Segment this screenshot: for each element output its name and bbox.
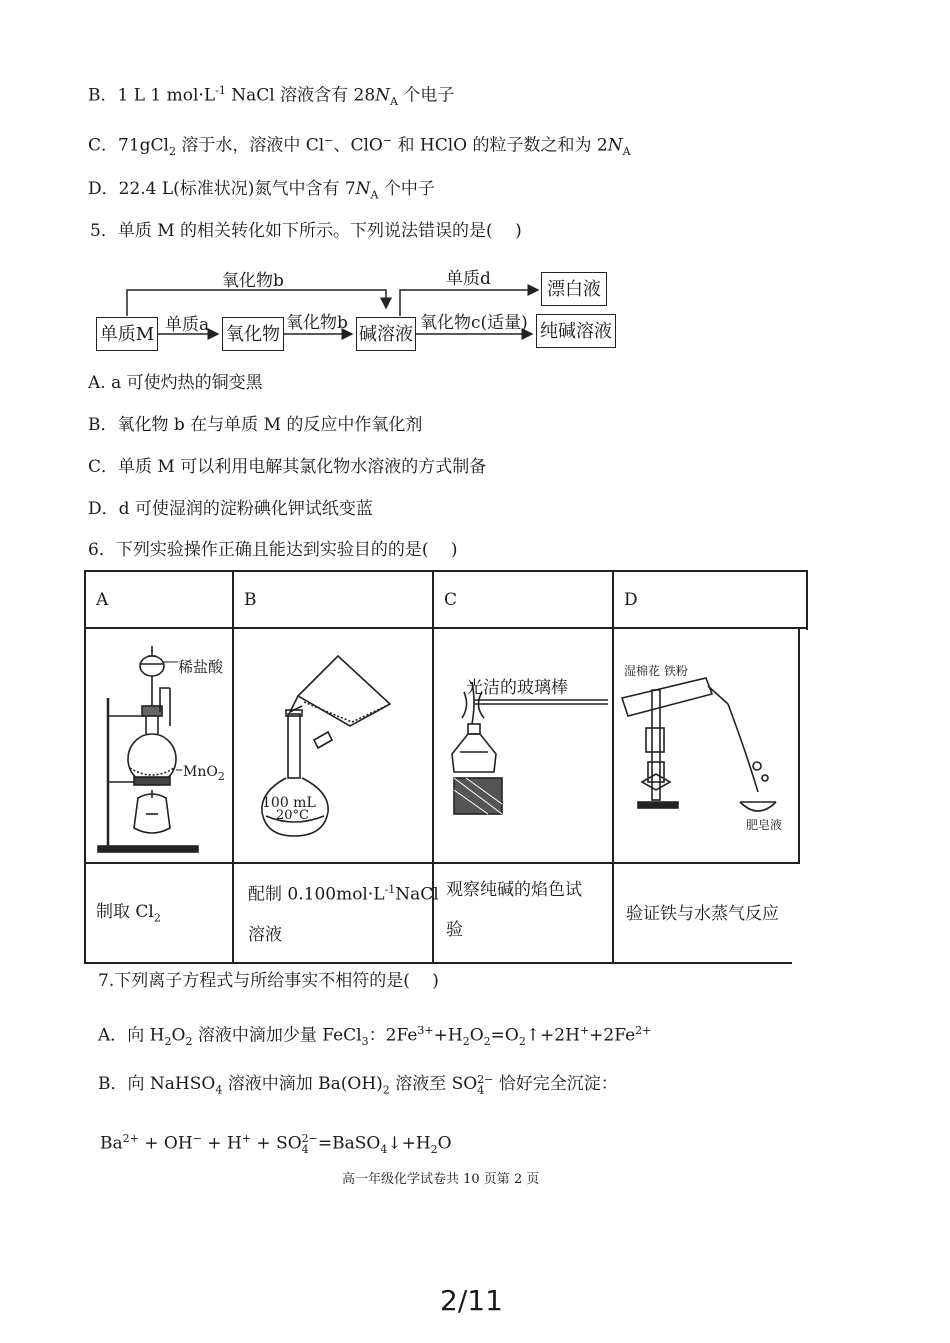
label-glass-rod: 光洁的玻璃棒	[466, 678, 568, 698]
q6-stem: 6．下列实验操作正确且能达到实验目的的是( )	[88, 540, 458, 560]
caption-d: 验证铁与水蒸气反应	[626, 904, 779, 924]
q7-option-a: A．向 $H_2O_2$ 溶液中滴加少量 FeCl$_3$：$2Fe^{3+}+H_2O_2=O_2↑+2H^++2Fe^{2+}$	[98, 1024, 652, 1049]
label-flask-volume: 100 mL	[262, 795, 316, 811]
label-oxide-b-top: 氧化物b	[222, 271, 284, 291]
page-indicator: 2/11	[440, 1284, 503, 1317]
q6-header-a: A	[96, 590, 109, 610]
label-element-a: 单质a	[165, 315, 210, 335]
box-element-m: 单质M	[96, 317, 158, 351]
q4-option-d: D．22.4 L(标准状况)氮气中含有 $7N_A$ 个中子	[88, 179, 435, 202]
label-flask-temp: 20°C	[276, 808, 309, 823]
q4-option-c: C．71gCl$_2$ 溶于水，溶液中 Cl−、ClO− 和 HClO 的粒子数之和为 $2N_A$	[88, 134, 631, 159]
q7-stem: 7.下列离子方程式与所给事实不相符的是( )	[98, 971, 439, 991]
label-wet-cotton-iron: 湿棉花 铁粉	[624, 664, 688, 678]
caption-a: 制取 $Cl_2$	[96, 902, 161, 925]
apparatus-c-flame-test	[440, 632, 610, 858]
label-element-d: 单质d	[446, 269, 491, 289]
label-soap-solution: 肥皂液	[746, 818, 783, 832]
caption-b: 配制 $0.100mol\cdot L^{-1}NaCl$ 溶液	[248, 883, 439, 945]
q4-option-b: B．1 L 1 $mol\cdot L^{-1}$ NaCl 溶液含有 $28N_A$ 个电子	[88, 84, 455, 109]
q7-option-b-equation: $Ba^{2+} + OH^- + H^+$ + SO 2− 4 $=BaSO_4↓+H_2O$	[100, 1132, 452, 1157]
q5-stem: 5．单质 M 的相关转化如下所示。下列说法错误的是( )	[90, 221, 522, 241]
page-footer: 高一年级化学试卷共 10 页第 2 页	[342, 1172, 540, 1187]
q5-option-d: D．d 可使湿润的淀粉碘化钾试纸变蓝	[88, 499, 373, 519]
label-oxide-b-mid: 氧化物b	[286, 313, 348, 333]
q5-option-a: A. a 可使灼热的铜变黑	[88, 373, 263, 393]
caption-c: 观察纯碱的焰色试 验	[446, 880, 582, 940]
label-dilute-hcl: 稀盐酸	[178, 658, 224, 676]
apparatus-b-volumetric-flask	[240, 632, 430, 858]
q6-header-c: C	[444, 590, 458, 610]
box-soda-solution: 纯碱溶液	[536, 314, 616, 348]
box-bleach: 漂白液	[541, 272, 607, 306]
q5-option-c: C．单质 M 可以利用电解其氯化物水溶液的方式制备	[88, 457, 487, 477]
q5-option-b: B．氧化物 b 在与单质 M 的反应中作氧化剂	[88, 415, 423, 435]
label-oxide-c: 氧化物c(适量)	[420, 313, 528, 333]
label-mno2: MnO$_2$	[183, 764, 225, 783]
box-base-solution: 碱溶液	[356, 317, 416, 351]
q7-option-b: B．向 NaHSO$_4$ 溶液中滴加 $Ba(OH)_2$ 溶液至 SO 2− 4 恰好完全沉淀：	[98, 1072, 618, 1097]
q6-header-d: D	[624, 590, 638, 610]
q6-header-b: B	[244, 590, 257, 610]
box-oxide: 氧化物	[222, 317, 284, 351]
